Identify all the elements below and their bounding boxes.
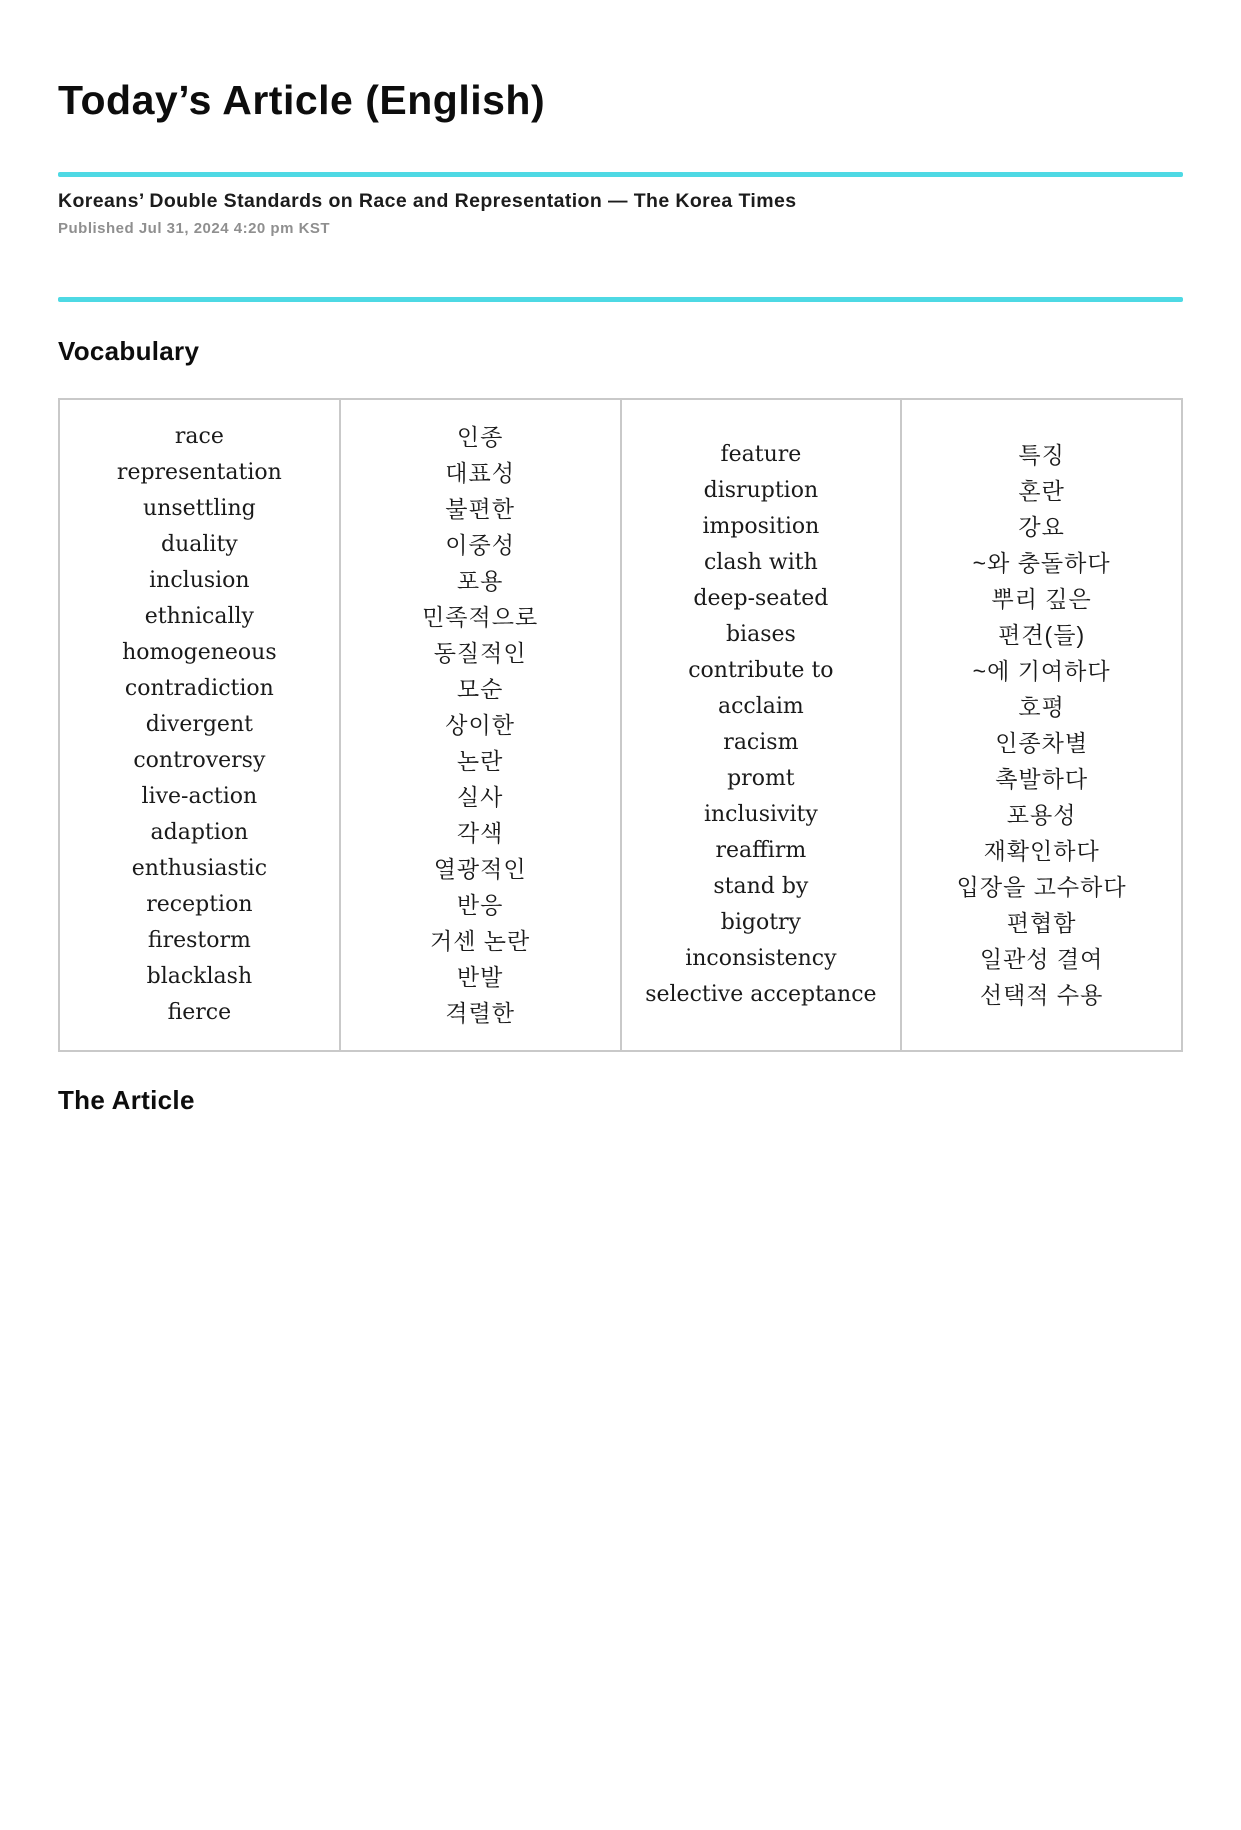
vocab-column-korean-1 bbox=[339, 400, 620, 1050]
vocab-term: unsettling bbox=[143, 496, 256, 522]
vocab-term: 인종 bbox=[456, 424, 504, 451]
vocab-term: biases bbox=[725, 622, 796, 648]
vocab-term: 촉발하다 bbox=[995, 766, 1089, 793]
vocab-term: imposition bbox=[702, 514, 820, 540]
vocab-term: enthusiastic bbox=[131, 856, 268, 882]
vocab-term: 동질적인 bbox=[433, 640, 527, 667]
vocab-term: contradiction bbox=[124, 676, 274, 702]
vocab-term: 반발 bbox=[456, 964, 504, 991]
vocab-term: promt bbox=[727, 766, 795, 792]
vocab-term: representation bbox=[116, 460, 282, 486]
vocab-column-korean-2 bbox=[900, 400, 1181, 1050]
vocabulary-table bbox=[58, 398, 1183, 1052]
divider-rule-middle bbox=[58, 297, 1183, 302]
vocab-term: race bbox=[174, 424, 224, 450]
vocab-term: inclusivity bbox=[703, 802, 818, 828]
vocab-term: firestorm bbox=[147, 928, 251, 954]
vocab-term: disruption bbox=[703, 478, 819, 504]
vocab-column-english-2 bbox=[620, 400, 901, 1050]
vocab-term: 대표성 bbox=[445, 460, 515, 487]
article-headline: Koreans’ Double Standards on Race and Representation — The Korea Times bbox=[58, 190, 797, 213]
vocab-term: racism bbox=[723, 730, 799, 756]
vocab-term: 입장을 고수하다 bbox=[956, 874, 1127, 901]
vocab-term: adaption bbox=[150, 820, 249, 846]
vocab-term: reaffirm bbox=[715, 838, 807, 864]
vocab-term: 포용 bbox=[456, 568, 504, 595]
vocab-term: 각색 bbox=[456, 820, 504, 847]
vocab-term: 선택적 수용 bbox=[979, 982, 1104, 1009]
vocab-term: 상이한 bbox=[445, 712, 515, 739]
vocab-term: deep-seated bbox=[693, 586, 829, 612]
page-title: Today’s Article (English) bbox=[58, 77, 546, 123]
vocab-term: 강요 bbox=[1018, 514, 1065, 541]
vocab-term: 편협함 bbox=[1006, 910, 1077, 937]
vocab-term: 민족적으로 bbox=[422, 604, 539, 631]
vocab-term: 불편한 bbox=[445, 496, 515, 523]
vocab-term: fierce bbox=[167, 1000, 232, 1026]
vocab-term: bigotry bbox=[720, 910, 801, 936]
vocab-term: divergent bbox=[145, 712, 253, 738]
vocab-term: duality bbox=[161, 532, 238, 558]
document-page bbox=[0, 76, 1241, 1116]
vocab-term: 뿌리 깊은 bbox=[991, 586, 1092, 613]
vocab-term: 반응 bbox=[456, 892, 504, 919]
vocabulary-heading: Vocabulary bbox=[58, 336, 200, 367]
vocab-term: acclaim bbox=[717, 694, 804, 720]
article-heading: The Article bbox=[58, 1085, 195, 1116]
vocab-term: inconsistency bbox=[685, 946, 837, 972]
vocab-term: live-action bbox=[141, 784, 258, 810]
vocab-term: ~와 충돌하다 bbox=[972, 550, 1111, 577]
vocab-term: controversy bbox=[133, 748, 266, 774]
vocab-term: blacklash bbox=[146, 964, 253, 990]
vocab-term: 재확인하다 bbox=[983, 838, 1100, 865]
vocab-column-english-1 bbox=[60, 400, 339, 1050]
vocab-term: reception bbox=[146, 892, 253, 918]
vocab-term: 모순 bbox=[456, 676, 504, 703]
vocab-term: ~에 기여하다 bbox=[972, 658, 1111, 685]
divider-rule-top bbox=[58, 172, 1183, 177]
vocab-term: 논란 bbox=[456, 748, 504, 775]
vocab-term: 열광적인 bbox=[433, 856, 527, 883]
vocab-term: 격렬한 bbox=[445, 1000, 515, 1027]
vocab-term: clash with bbox=[703, 550, 818, 576]
vocab-term: homogeneous bbox=[122, 640, 277, 666]
vocab-term: stand by bbox=[713, 874, 809, 900]
vocab-term: 편견(들) bbox=[998, 622, 1086, 649]
vocab-term: 거센 논란 bbox=[429, 928, 531, 955]
vocab-term: 혼란 bbox=[1018, 478, 1065, 505]
vocab-term: 실사 bbox=[456, 784, 504, 811]
vocab-term: 특징 bbox=[1018, 442, 1065, 469]
vocab-term: contribute to bbox=[688, 658, 834, 684]
vocab-term: feature bbox=[720, 442, 802, 468]
vocab-term: selective acceptance bbox=[645, 982, 877, 1008]
vocab-term: 호평 bbox=[1018, 694, 1065, 721]
vocab-term: inclusion bbox=[149, 568, 250, 594]
vocab-term: 이중성 bbox=[445, 532, 515, 559]
vocab-term: ethnically bbox=[144, 604, 254, 630]
vocab-term: 인종차별 bbox=[995, 730, 1089, 757]
published-date: Published Jul 31, 2024 4:20 pm KST bbox=[58, 220, 331, 238]
vocab-term: 일관성 결여 bbox=[979, 946, 1104, 973]
vocab-term: 포용성 bbox=[1006, 802, 1077, 829]
